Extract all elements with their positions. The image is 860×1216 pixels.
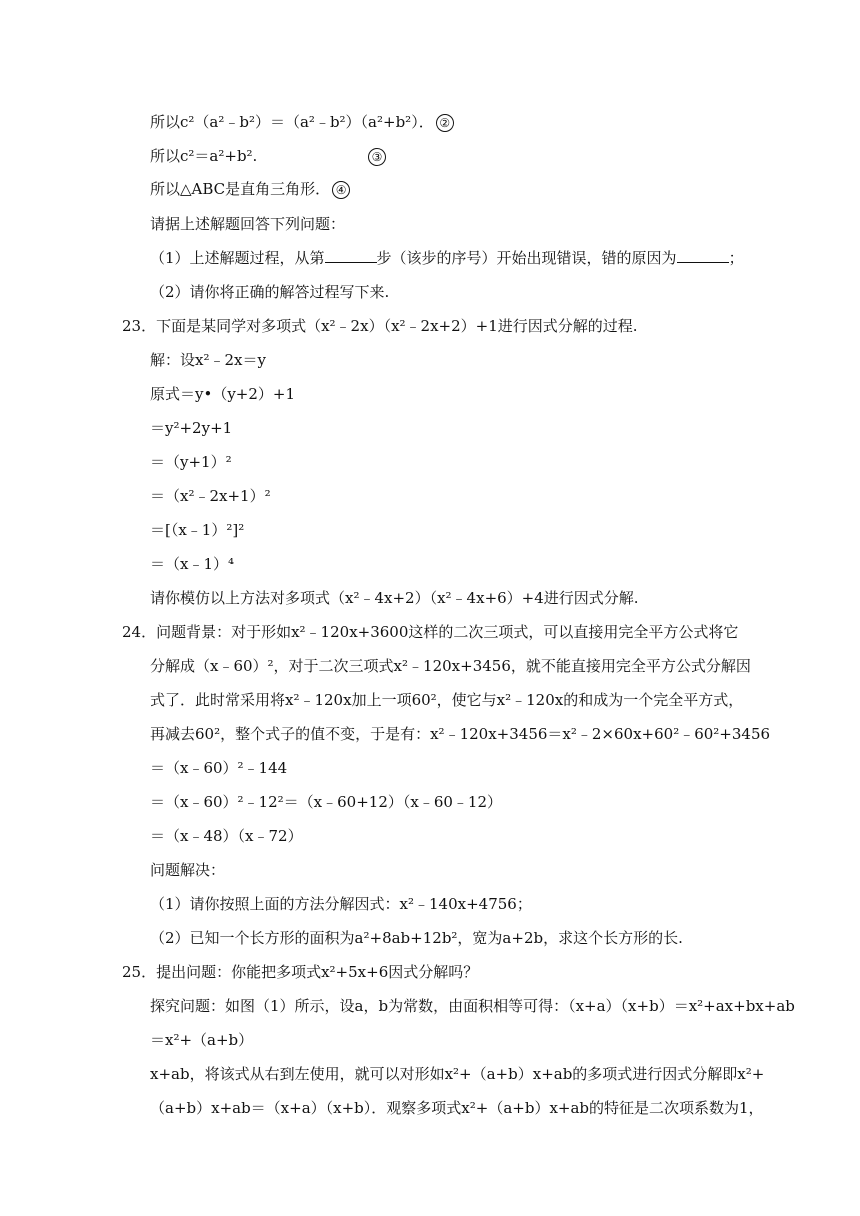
equation-line: ＝（x﹣48）（x﹣72） [150, 827, 303, 845]
text-line: 式了．此时常采用将x²﹣120x加上一项60²，使它与x²﹣120x的和成为一个完全平方式， [150, 691, 744, 709]
text-line: x+ab，将该式从右到左使用，就可以对形如x²+（a+b）x+ab的多项式进行因式分解即x²+ [150, 1065, 765, 1083]
question-prompt: 请你模仿以上方法对多项式（x²﹣4x+2）（x²﹣4x+6）+4进行因式分解. [150, 589, 639, 607]
solution-line: 原式＝y•（y+2）+1 [150, 385, 296, 403]
conclusion-text: 所以△ABC是直角三角形． [150, 180, 331, 198]
text-line: ＝x²+（a+b） [150, 1031, 254, 1049]
text-line: 再减去60²，整个式子的值不变，于是有：x²﹣120x+3456＝x²﹣2×60x+60²﹣60²+3456 [150, 725, 771, 743]
equation-text: 所以c²（a²﹣b²）＝（a²﹣b²）（a²+b²）． [150, 113, 434, 131]
equation-line: ＝（x﹣60）²﹣144 [150, 759, 288, 777]
question-24-title: 24．问题背景：对于形如x²﹣120x+3600这样的二次三项式，可以直接用完全平方公式将它 [122, 623, 739, 641]
solution-line: 解：设x²﹣2x＝y [150, 351, 266, 369]
solution-line: ＝y²+2y+1 [150, 419, 233, 437]
solution-line: ＝（x²﹣2x+1）² [150, 487, 271, 505]
text-line [150, 146, 257, 166]
step-marker: ② [436, 114, 454, 132]
question-23-title: 23．下面是某同学对多项式（x²﹣2x）（x²﹣2x+2）+1进行因式分解的过程. [122, 317, 638, 335]
section-label: 问题解决： [150, 861, 226, 879]
text-line [150, 112, 454, 132]
equation-text: 所以c²＝a²+b². [150, 147, 258, 165]
solution-line: ＝（y+1）² [150, 453, 232, 471]
text-line: 请据上述解题回答下列问题： [150, 215, 346, 233]
question-part-2: （2）已知一个长方形的面积为a²+8ab+12b²，宽为a+2b，求这个长方形的长. [150, 929, 683, 947]
solution-line: ＝[（x﹣1）²]² [150, 521, 245, 539]
text-line: 探究问题：如图（1）所示，设a，b为常数，由面积相等可得：（x+a）（x+b）＝x²+ax+bx+ab [150, 997, 795, 1015]
question-part-2: （2）请你将正确的解答过程写下来. [150, 283, 390, 301]
answer-blank [677, 248, 729, 263]
answer-blank [325, 248, 377, 263]
text-line: 分解成（x﹣60）²，对于二次三项式x²﹣120x+3456，就不能直接用完全平方公式分解因 [150, 657, 751, 675]
question-text: （1）上述解题过程，从第 [150, 249, 325, 267]
question-part-1 [150, 248, 744, 268]
text-line: （a+b）x+ab＝（x+a）（x+b）．观察多项式x²+（a+b）x+ab的特征是二次项系数为1， [150, 1099, 764, 1117]
question-part-1: （1）请你按照上面的方法分解因式：x²﹣140x+4756； [150, 895, 532, 913]
step-marker: ③ [368, 148, 386, 166]
text-line [366, 146, 386, 166]
equation-line: ＝（x﹣60）²﹣12²＝（x﹣60+12）（x﹣60﹣12） [150, 793, 502, 811]
text-line [150, 179, 350, 199]
question-25-title: 25．提出问题：你能把多项式x²+5x+6因式分解吗？ [122, 963, 479, 981]
question-text: 步（该步的序号）开始出现错误，错的原因为 [376, 249, 677, 267]
step-marker: ④ [332, 181, 350, 199]
question-text: ； [728, 249, 744, 267]
solution-line: ＝（x﹣1）⁴ [150, 555, 235, 573]
